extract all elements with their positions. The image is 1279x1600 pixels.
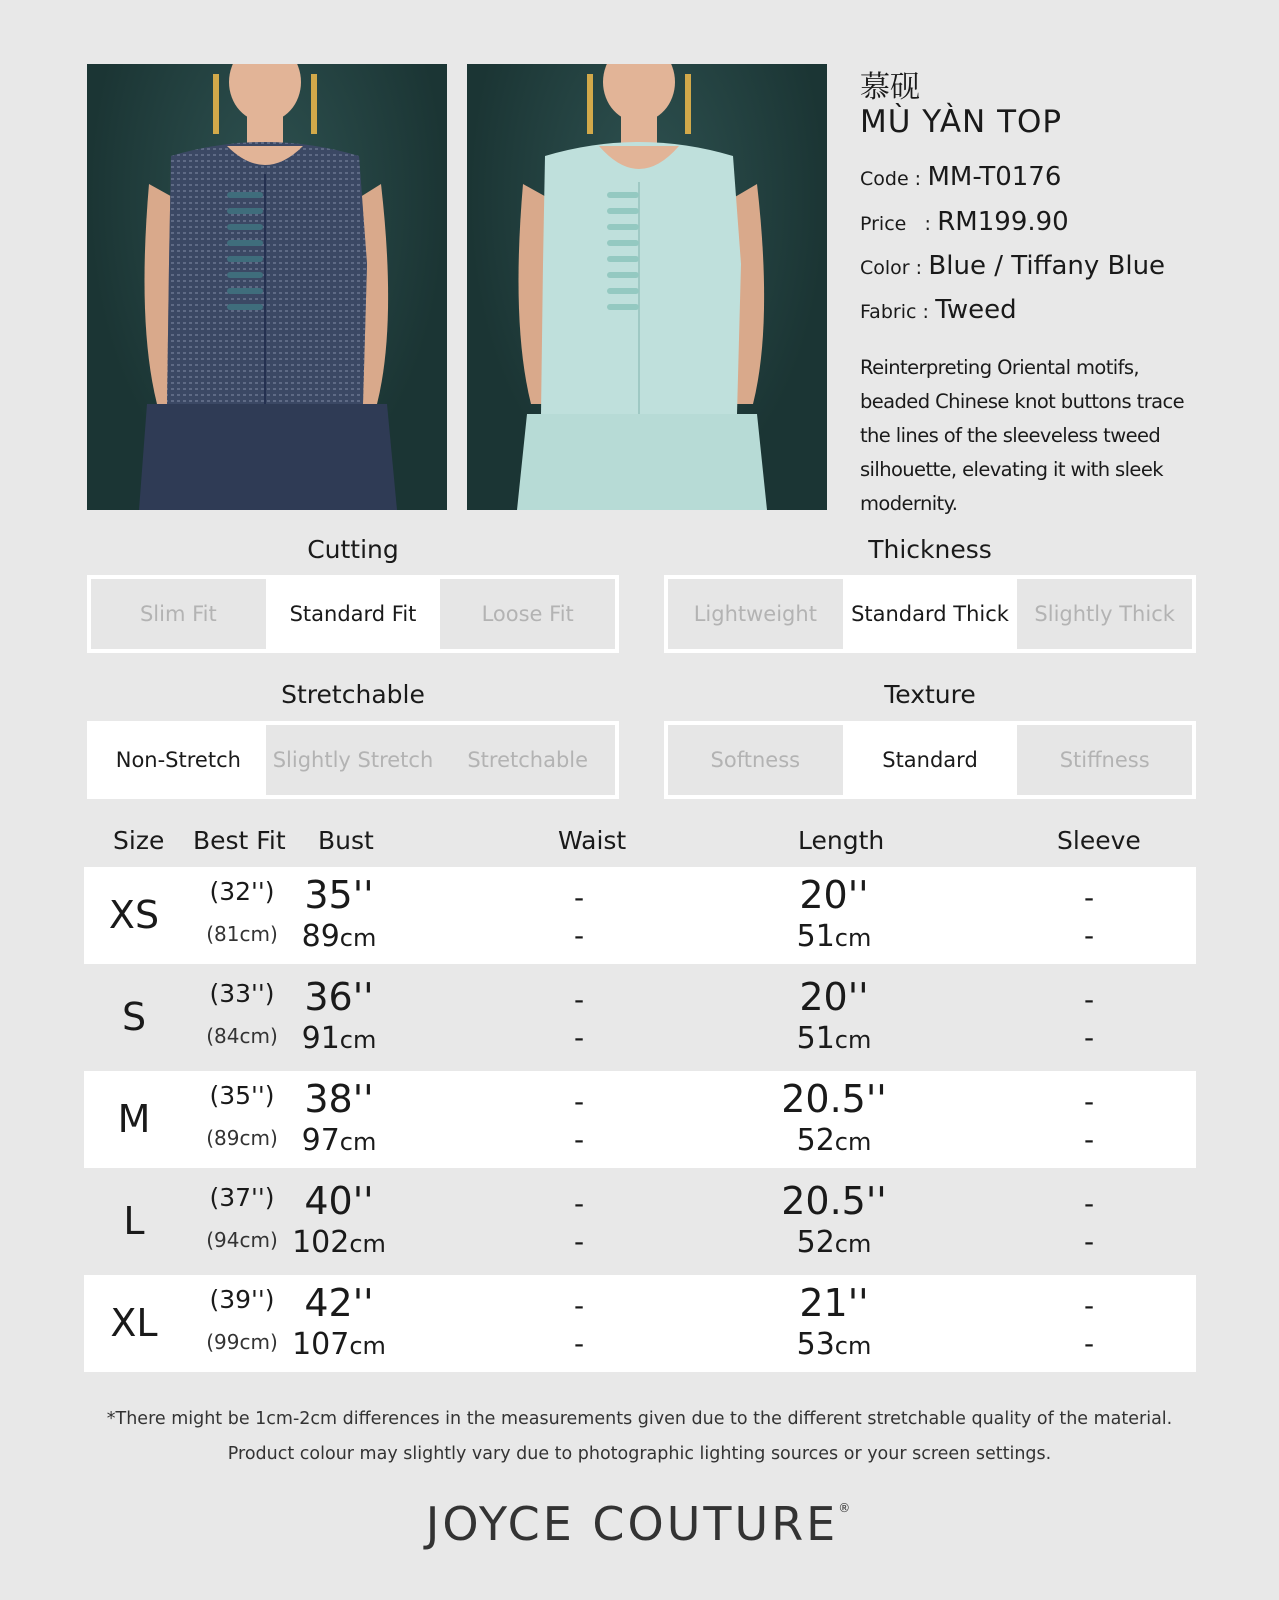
best-fit-inch: (33'') (209, 979, 275, 1008)
length-cm-value: 51 (796, 1021, 835, 1056)
waist-cm: - (573, 1021, 585, 1054)
cutting-option: Slim Fit (91, 579, 266, 649)
sleeve-cm: - (1083, 1021, 1095, 1054)
thickness-option-selected: Standard Thick (843, 579, 1018, 649)
thickness-title: Thickness (868, 535, 992, 564)
waist-cm: - (573, 1123, 585, 1156)
texture-option: Stiffness (1017, 725, 1192, 795)
color-row (860, 251, 1165, 281)
waist-cm: - (573, 919, 585, 952)
sleeve-inch: - (1083, 881, 1095, 914)
waist-inch: - (573, 1085, 585, 1118)
navy-top-illustration (87, 64, 447, 510)
unit-label: cm (349, 1332, 386, 1360)
stretchable-option: Slightly Stretch (266, 725, 441, 795)
code-value: MM-T0176 (927, 162, 1062, 192)
registered-mark: ® (838, 1501, 854, 1515)
unit-label: cm (834, 1332, 872, 1360)
size-label: XL (110, 1301, 158, 1345)
waist-inch: - (573, 1289, 585, 1322)
stretchable-selector (87, 721, 619, 799)
waist-cm: - (573, 1225, 585, 1258)
price-value: RM199.90 (937, 207, 1069, 237)
cutting-option: Loose Fit (440, 579, 615, 649)
brand-name: JOYCE COUTURE (425, 1497, 839, 1551)
product-name: MÙ YÀN TOP (860, 104, 1063, 140)
length-inch: 20'' (799, 975, 869, 1019)
thickness-selector (664, 575, 1196, 653)
length-cm (764, 1123, 904, 1158)
best-fit-cm: (89cm) (206, 1126, 278, 1150)
waist-inch: - (573, 983, 585, 1016)
best-fit-cm: (99cm) (206, 1330, 278, 1354)
best-fit-cm: (81cm) (206, 922, 278, 946)
texture-option: Softness (668, 725, 843, 795)
code-row (860, 162, 1061, 192)
unit-label: cm (834, 1230, 872, 1258)
bust-cm (284, 1327, 394, 1362)
unit-label: cm (834, 1026, 872, 1054)
best-fit-inch: (35'') (209, 1081, 275, 1110)
price-row (860, 207, 1069, 237)
length-inch: 20.5'' (781, 1179, 887, 1223)
waist-inch: - (573, 1187, 585, 1220)
thickness-option: Lightweight (668, 579, 843, 649)
sleeve-cm: - (1083, 1327, 1095, 1360)
waist-inch: - (573, 881, 585, 914)
best-fit-cm: (94cm) (206, 1228, 278, 1252)
stretchable-option-selected: Non-Stretch (91, 725, 266, 795)
colour-note: Product colour may slightly vary due to photographic lighting sources or your screen settings. (227, 1444, 1052, 1464)
sleeve-cm: - (1083, 1225, 1095, 1258)
product-photo-tiffany (467, 64, 827, 510)
bust-inch: 38'' (304, 1077, 374, 1121)
header-best-fit: Best Fit (193, 826, 286, 855)
size-label: XS (108, 893, 160, 937)
sleeve-cm: - (1083, 1123, 1095, 1156)
size-row (84, 867, 1196, 964)
sleeve-cm: - (1083, 919, 1095, 952)
fabric-label: Fabric : (860, 301, 929, 323)
bust-inch: 42'' (304, 1281, 374, 1325)
size-row (84, 969, 1196, 1066)
size-row (84, 1071, 1196, 1168)
length-cm (764, 919, 904, 954)
bust-cm (284, 1123, 394, 1158)
length-cm-value: 52 (796, 1123, 835, 1158)
length-inch: 21'' (799, 1281, 869, 1325)
size-label: L (123, 1199, 145, 1243)
length-cm-value: 51 (796, 919, 835, 954)
header-length: Length (798, 826, 885, 855)
bust-inch: 36'' (304, 975, 374, 1019)
sleeve-inch: - (1083, 983, 1095, 1016)
bust-cm-value: 89 (301, 919, 340, 954)
size-label: M (117, 1097, 151, 1141)
bust-cm (284, 919, 394, 954)
sleeve-inch: - (1083, 1085, 1095, 1118)
length-cm-value: 53 (796, 1327, 835, 1362)
best-fit-cm: (84cm) (206, 1024, 278, 1048)
product-description: Reinterpreting Oriental motifs, beaded Chinese knot buttons trace the lines of the sleeveless tweed silhouette, elevating it with sleek modernity. (860, 356, 1185, 515)
length-inch: 20.5'' (781, 1077, 887, 1121)
header-size: Size (113, 826, 165, 855)
header-sleeve: Sleeve (1057, 826, 1141, 855)
size-row (84, 1275, 1196, 1372)
bust-cm-value: 107 (292, 1327, 350, 1362)
length-cm (764, 1021, 904, 1056)
bust-cm-value: 97 (301, 1123, 340, 1158)
cutting-selector (87, 575, 619, 653)
best-fit-inch: (32'') (209, 877, 275, 906)
size-label: S (121, 995, 147, 1039)
color-label: Color : (860, 257, 923, 279)
stretchable-option: Stretchable (440, 725, 615, 795)
length-inch: 20'' (799, 873, 869, 917)
bust-inch: 40'' (304, 1179, 374, 1223)
bust-cm (284, 1021, 394, 1056)
unit-label: cm (834, 924, 872, 952)
cutting-option-selected: Standard Fit (266, 579, 441, 649)
unit-label: cm (339, 1026, 377, 1054)
texture-option-selected: Standard (843, 725, 1018, 795)
best-fit-inch: (39'') (209, 1285, 275, 1314)
sleeve-inch: - (1083, 1289, 1095, 1322)
header-bust: Bust (318, 826, 374, 855)
code-label: Code : (860, 168, 922, 190)
unit-label: cm (834, 1128, 872, 1156)
price-label: Price : (860, 213, 931, 235)
thickness-option: Slightly Thick (1017, 579, 1192, 649)
length-cm-value: 52 (796, 1225, 835, 1260)
measurement-note: *There might be 1cm-2cm differences in the measurements given due to the different stretchable quality of the material. (106, 1409, 1173, 1429)
bust-cm (284, 1225, 394, 1260)
stretchable-title: Stretchable (281, 680, 425, 709)
product-photo-navy (87, 64, 447, 510)
sleeve-inch: - (1083, 1187, 1095, 1220)
unit-label: cm (339, 1128, 377, 1156)
length-cm (764, 1327, 904, 1362)
color-value: Blue / Tiffany Blue (928, 251, 1166, 281)
product-name-chinese: 慕砚 (860, 70, 920, 105)
texture-selector (664, 721, 1196, 799)
fabric-value: Tweed (935, 295, 1017, 325)
brand-logo (0, 1497, 1279, 1551)
bust-cm-value: 91 (301, 1021, 340, 1056)
tiffany-top-illustration (467, 64, 827, 510)
length-cm (764, 1225, 904, 1260)
waist-cm: - (573, 1327, 585, 1360)
bust-cm-value: 102 (292, 1225, 350, 1260)
unit-label: cm (339, 924, 377, 952)
fabric-row (860, 295, 1017, 325)
texture-title: Texture (884, 680, 976, 709)
size-row (84, 1173, 1196, 1270)
best-fit-inch: (37'') (209, 1183, 275, 1212)
unit-label: cm (349, 1230, 386, 1258)
cutting-title: Cutting (307, 535, 399, 564)
bust-inch: 35'' (304, 873, 374, 917)
header-waist: Waist (558, 826, 627, 855)
